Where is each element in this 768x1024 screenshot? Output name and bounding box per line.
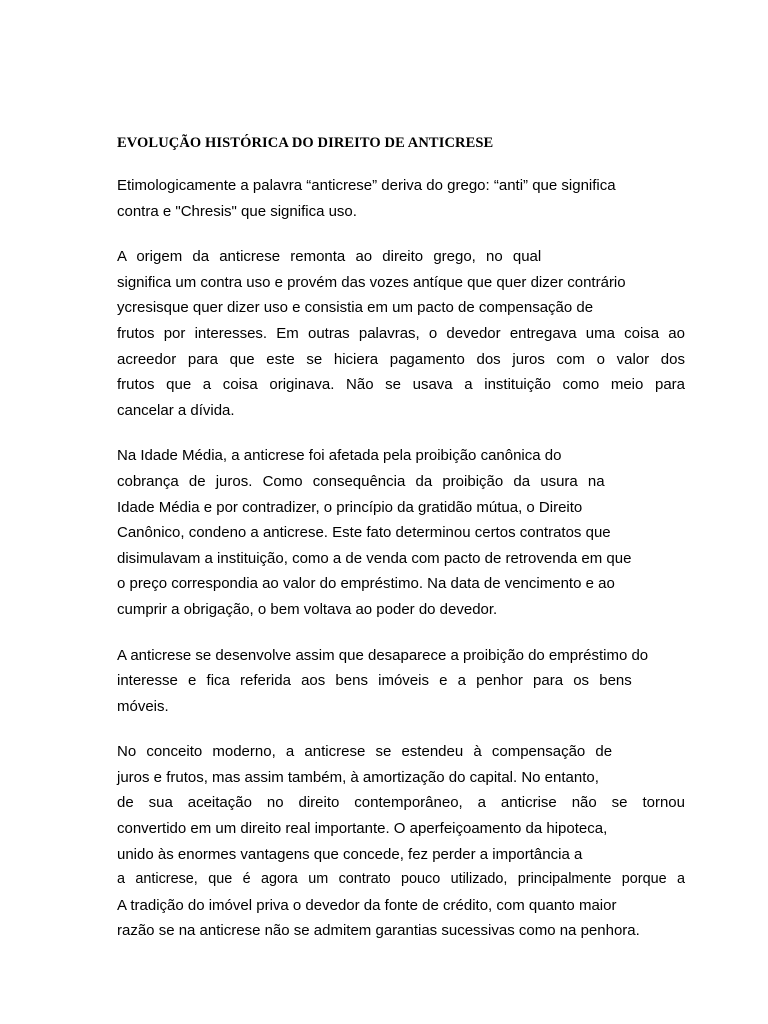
paragraph bbox=[117, 244, 685, 423]
text-line: de sua aceitação no direito contemporâneo, a anticrise não se tornou bbox=[117, 794, 685, 812]
text-line: móveis. bbox=[117, 697, 169, 715]
paragraph bbox=[117, 173, 685, 224]
text-line: Etimologicamente a palavra “anticrese” deriva do grego: “anti” que significa bbox=[117, 177, 616, 194]
text-line: ycresisque quer dizer uso e consistia em um pacto de compensação de bbox=[117, 299, 594, 317]
text-line: Idade Média e por contradizer, o princípio da gratidão mútua, o Direito bbox=[117, 498, 583, 516]
text-line: convertido em um direito real importante. O aperfeiçoamento da hipoteca, bbox=[117, 820, 608, 838]
text-line: No conceito moderno, a anticrese se estendeu à compensação de bbox=[117, 743, 613, 761]
text-line: a anticrese, que é agora um contrato pouco utilizado, principalmente porque a bbox=[117, 871, 685, 888]
text-line: Canônico, condeno a anticrese. Este fato determinou certos contratos que bbox=[117, 524, 611, 542]
text-line: significa um contra uso e provém das vozes antíque que quer dizer contrário bbox=[117, 273, 626, 291]
document-body bbox=[117, 173, 685, 944]
text-line: cumprir a obrigação, o bem voltava ao poder do devedor. bbox=[117, 600, 498, 618]
paragraph bbox=[117, 443, 685, 622]
text-line: o preço correspondia ao valor do empréstimo. Na data de vencimento e ao bbox=[117, 575, 615, 593]
text-line: cobrança de juros. Como consequência da proibição da usura na bbox=[117, 472, 605, 490]
document-title: EVOLUÇÃO HISTÓRICA DO DIREITO DE ANTICRESE bbox=[117, 135, 494, 151]
text-line: juros e frutos, mas assim também, à amortização do capital. No entanto, bbox=[117, 768, 599, 786]
text-line: A origem da anticrese remonta ao direito grego, no qual bbox=[117, 248, 542, 266]
text-line: disimulavam a instituição, como a de venda com pacto de retrovenda em que bbox=[117, 549, 632, 567]
text-line: A tradição do imóvel priva o devedor da fonte de crédito, com quanto maior bbox=[117, 896, 617, 914]
text-line: A anticrese se desenvolve assim que desaparece a proibição do empréstimo do bbox=[117, 646, 649, 664]
document-page bbox=[117, 133, 685, 964]
text-line: Na Idade Média, a anticrese foi afetada pela proibição canônica do bbox=[117, 447, 562, 465]
text-line: razão se na anticrese não se admitem garantias sucessivas como na penhora. bbox=[117, 922, 640, 940]
paragraph bbox=[117, 643, 685, 720]
paragraph bbox=[117, 739, 685, 944]
text-line: frutos que a coisa originava. Não se usava a instituição como meio para bbox=[117, 376, 685, 394]
text-line: cancelar a dívida. bbox=[117, 401, 235, 419]
text-line: acreedor para que este se hiciera pagamento dos juros com o valor dos bbox=[117, 350, 685, 368]
text-line: frutos por interesses. Em outras palavras, o devedor entregava uma coisa ao bbox=[117, 324, 685, 342]
text-line: interesse e fica referida aos bens imóveis e a penhor para os bens bbox=[117, 672, 632, 690]
text-line: contra e "Chresis" que significa uso. bbox=[117, 202, 357, 220]
text-line: unido às enormes vantagens que concede, fez perder a importância a bbox=[117, 845, 583, 863]
